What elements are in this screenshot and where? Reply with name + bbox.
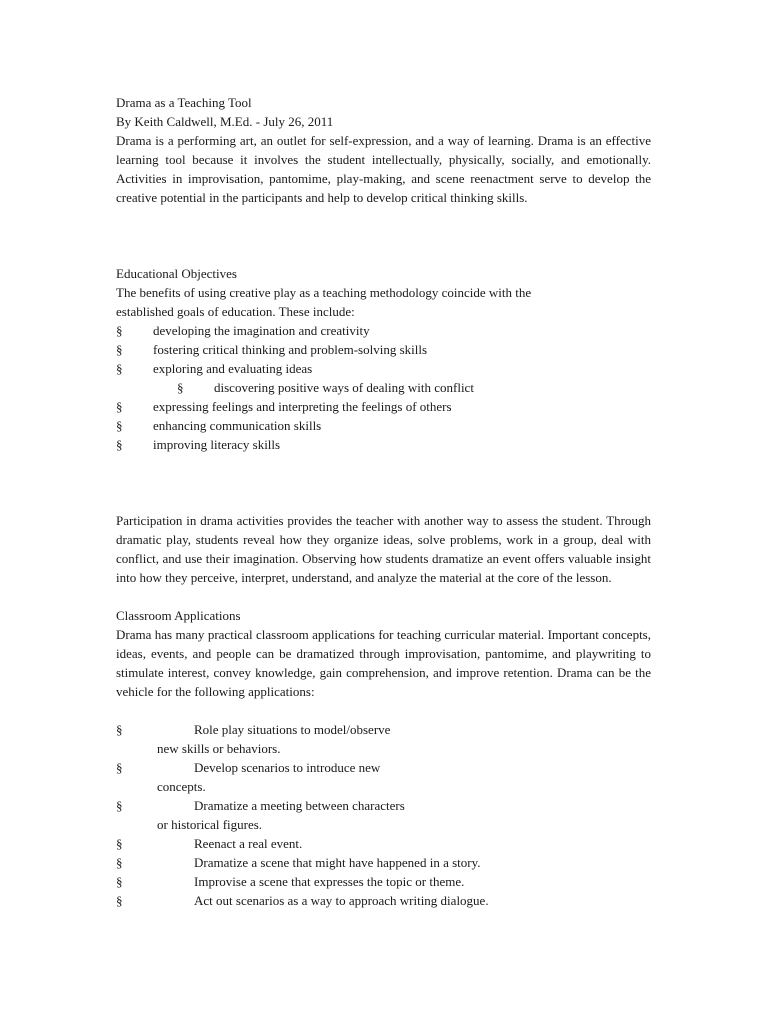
byline: By Keith Caldwell, M.Ed. - July 26, 2011 [116, 114, 334, 129]
objective-item-indented [116, 378, 651, 397]
applications-intro-paragraph: Drama has many practical classroom applications for teaching curricular material. Important concepts, ideas, events, and people can be dramatized through improvisation, pantomime, and playwriting to stimulate interest, convey knowledge, gain comprehension, and improve retention. Drama can be the vehicle for the following applications: [116, 627, 651, 699]
applications-heading: Classroom Applications [116, 608, 241, 623]
application-text: Role play situations to model/observe [194, 722, 391, 737]
objective-item [116, 340, 651, 359]
application-text: Improvise a scene that expresses the topic or theme. [194, 874, 465, 889]
application-text-continued: or historical figures. [157, 817, 263, 832]
objective-text: exploring and evaluating ideas [153, 361, 313, 376]
bullet-symbol: § [116, 874, 123, 889]
spacer [116, 207, 651, 264]
objective-item [116, 435, 651, 454]
bullet-symbol: § [116, 418, 123, 433]
application-text: Dramatize a scene that might have happened in a story. [194, 855, 481, 870]
objective-text: improving literacy skills [153, 437, 281, 452]
spacer [116, 701, 651, 720]
spacer [116, 454, 651, 511]
bullet-symbol: § [116, 798, 123, 813]
document-page [116, 93, 651, 910]
bullet-symbol: § [116, 361, 123, 376]
application-item [116, 853, 651, 872]
objectives-lead-line-2: established goals of education. These include: [116, 304, 355, 319]
bullet-symbol: § [116, 722, 123, 737]
bullet-symbol: § [177, 380, 184, 395]
objective-item [116, 359, 651, 378]
application-text: Develop scenarios to introduce new [194, 760, 381, 775]
bullet-symbol: § [116, 342, 123, 357]
application-text: Act out scenarios as a way to approach writing dialogue. [194, 893, 489, 908]
application-item [116, 891, 651, 910]
application-item [116, 796, 651, 834]
application-item [116, 834, 651, 853]
bullet-symbol: § [116, 836, 123, 851]
spacer [116, 587, 651, 606]
objective-text: enhancing communication skills [153, 418, 322, 433]
application-text: Reenact a real event. [194, 836, 303, 851]
application-item [116, 758, 651, 796]
application-item [116, 720, 651, 758]
bullet-symbol: § [116, 893, 123, 908]
bullet-symbol: § [116, 760, 123, 775]
objective-text: discovering positive ways of dealing with conflict [214, 380, 474, 395]
objectives-heading: Educational Objectives [116, 266, 237, 281]
application-text-continued: new skills or behaviors. [157, 741, 281, 756]
application-text: Dramatize a meeting between characters [194, 798, 405, 813]
objective-item [116, 397, 651, 416]
bullet-symbol: § [116, 399, 123, 414]
objective-text: developing the imagination and creativity [153, 323, 370, 338]
objective-item [116, 321, 651, 340]
application-text-continued: concepts. [157, 779, 206, 794]
objective-text: fostering critical thinking and problem-solving skills [153, 342, 428, 357]
bullet-symbol: § [116, 437, 123, 452]
document-title: Drama as a Teaching Tool [116, 95, 252, 110]
bullet-symbol: § [116, 323, 123, 338]
objectives-lead-line-1: The benefits of using creative play as a teaching methodology coincide with the [116, 285, 532, 300]
participation-paragraph: Participation in drama activities provides the teacher with another way to assess the student. Through dramatic play, students reveal how they organize ideas, solve problems, work in a group, deal with conflict, and use their imagination. Observing how students dramatize an event offers valuable insight into how they perceive, interpret, understand, and analyze the material at the core of the lesson. [116, 513, 651, 585]
objective-text: expressing feelings and interpreting the feelings of others [153, 399, 452, 414]
application-item [116, 872, 651, 891]
objective-item [116, 416, 651, 435]
intro-paragraph: Drama is a performing art, an outlet for self-expression, and a way of learning. Drama is an effective learning tool because it involves the student intellectually, physically, socially, and emotionally. Activities in improvisation, pantomime, play-making, and scene reenactment serve to develop the creative potential in the participants and help to develop critical thinking skills. [116, 133, 651, 205]
bullet-symbol: § [116, 855, 123, 870]
